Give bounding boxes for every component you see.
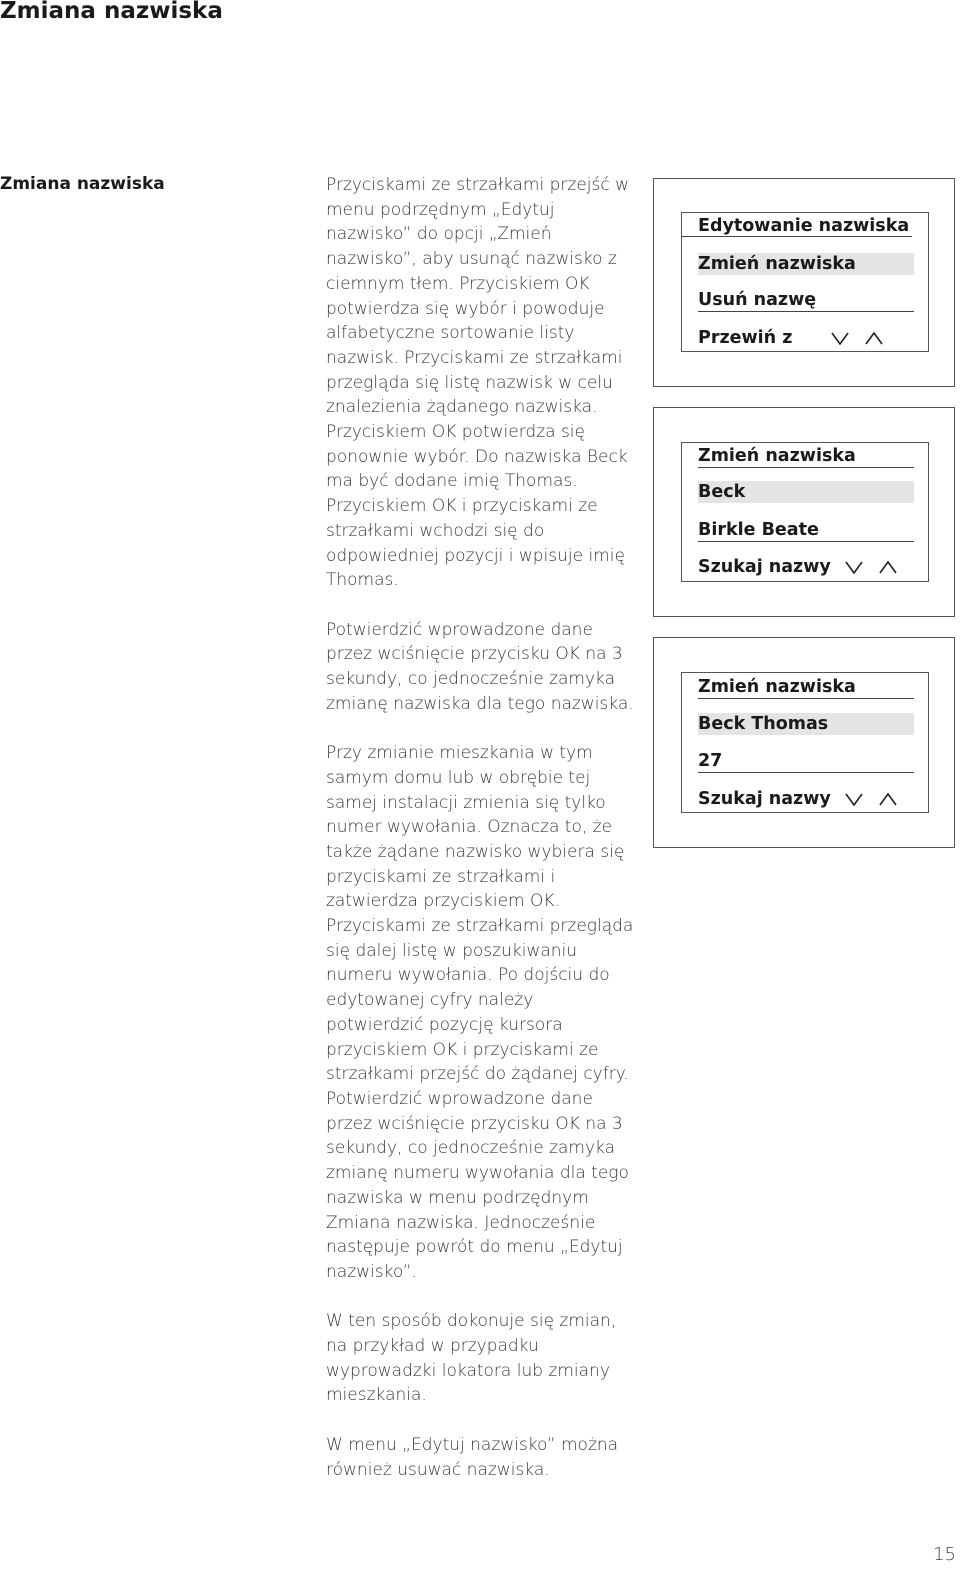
display-row-scroll-label: Szukaj nazwy: [698, 557, 831, 577]
body-paragraph: W menu „Edytuj nazwisko” można również usuwać nazwiska.: [326, 1434, 619, 1480]
display-row-selected: Beck: [698, 481, 914, 503]
page-title: Zmiana nazwiska: [0, 0, 223, 24]
display-row-selected: Zmień nazwiska: [698, 253, 914, 275]
display-row: Birkle Beate: [698, 519, 914, 542]
chevron-down-icon: [846, 562, 862, 573]
display-panel-name-list: [653, 407, 955, 617]
display-screen: [681, 672, 929, 813]
display-row-title: Edytowanie nazwiska: [682, 215, 912, 237]
scroll-arrows: [844, 559, 914, 575]
display-row-scroll: [698, 327, 914, 349]
scroll-arrows: [830, 330, 900, 346]
display-screen: [681, 442, 929, 582]
body-paragraph: Przy zmianie mieszkania w tym samym domu lub w obrębie tej samej instalacji zmienia się tylko numer wywołania. Oznacza to, że także żądane nazwisko wybiera się przyciskami ze strzałkami i zatwierdza przyciskiem OK. Przyciskami ze strzałkami przegląda się dalej listę w poszukiwaniu numeru wywołania. Po dojściu do edytowanej cyfry należy potwierdzić pozycję kursora przyciskiem OK i przyciskami ze strzałkami przejść do żądanej cyfry. Potwierdzić wprowadzone dane przez wciśnięcie przycisku OK na 3 sekundy, co jednocześnie zamyka zmianę numeru wywołania dla tego nazwiska w menu podrzędnym Zmiana nazwiska. Jednocześnie następuje powrót do menu „Edytuj nazwisko”.: [326, 743, 634, 1282]
display-panel-edit-menu: [653, 178, 955, 387]
chevron-up-icon: [866, 333, 882, 344]
display-row-selected: Beck Thomas: [698, 713, 914, 735]
display-row: Usuń nazwę: [698, 289, 914, 312]
display-row-title: Zmień nazwiska: [698, 676, 914, 699]
display-screen: [681, 212, 929, 352]
display-panel-edited-name: [653, 637, 955, 848]
display-row: 27: [698, 750, 914, 773]
body-paragraph: Potwierdzić wprowadzone dane przez wciśnięcie przycisku OK na 3 sekundy, co jednocześnie zamyka zmianę nazwiska dla tego nazwiska.: [326, 619, 634, 714]
display-row-title: Zmień nazwiska: [698, 445, 914, 468]
display-row-scroll-label: Szukaj nazwy: [698, 789, 831, 809]
chevron-up-icon: [880, 562, 896, 573]
display-row-scroll: [698, 788, 914, 810]
chevron-up-icon: [880, 794, 896, 805]
body-paragraph: W ten sposób dokonuje się zmian, na przykład w przypadku wyprowadzki lokatora lub zmiany mieszkania.: [326, 1311, 617, 1406]
chevron-down-icon: [846, 794, 862, 805]
display-row-scroll-label: Przewiń z: [698, 328, 793, 348]
page-number: 15: [933, 1544, 956, 1565]
section-heading: Zmiana nazwiska: [0, 174, 165, 194]
scroll-arrows: [844, 791, 914, 807]
display-row-scroll: [698, 556, 914, 578]
body-paragraph: Przyciskami ze strzałkami przejść w menu podrzędnym „Edytuj nazwisko” do opcji „Zmień nazwisko”, aby usunąć nazwisko z ciemnym tłem. Przyciskiem OK potwierdza się wybór i powoduje alfabetyczne sortowanie listy nazwisk. Przyciskami ze strzałkami przegląda się listę nazwisk w celu znalezienia żądanego nazwiska. Przyciskiem OK potwierdza się ponownie wybór. Do nazwiska Beck ma być dodane imię Thomas. Przyciskiem OK i przyciskami ze strzałkami wchodzi się do odpowiedniej pozycji i wpisuje imię Thomas.: [326, 175, 630, 591]
chevron-down-icon: [832, 333, 848, 344]
body-text-column: [326, 173, 636, 1482]
